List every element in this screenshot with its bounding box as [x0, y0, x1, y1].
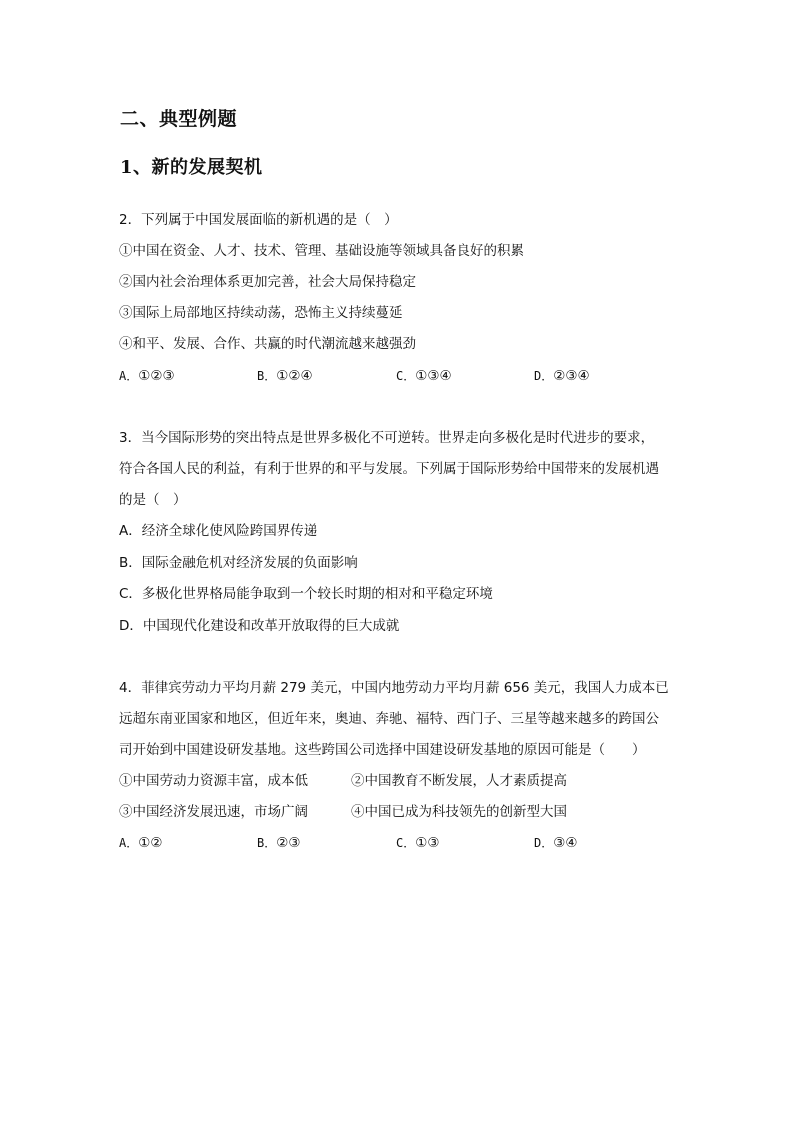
question-2-stem: 2．下列属于中国发展面临的新机遇的是（ ） [119, 212, 398, 228]
option-text: ①②④ [276, 368, 313, 384]
question-4-statement-row-2 [119, 802, 679, 823]
option-text: ①③④ [415, 368, 452, 384]
question-4-stem-line-1: 4．菲律宾劳动力平均月薪 279 美元，中国内地劳动力平均月薪 656 美元，我国人力成本已 [119, 680, 669, 696]
option-text: ③④ [553, 835, 578, 851]
question-4-statement-row-1 [119, 771, 679, 792]
question-2-statement-3: ③国际上局部地区持续动荡，恐怖主义持续蔓延 [119, 305, 403, 321]
question-4-statement-3: ③中国经济发展迅速，市场广阔 [119, 804, 308, 820]
question-4-option-b [257, 833, 300, 854]
option-letter: C． [396, 836, 416, 850]
section-title: 二、典型例题 [120, 108, 238, 130]
question-4-options [119, 833, 679, 854]
question-2-options [119, 366, 679, 387]
option-text: ①② [138, 835, 163, 851]
question-4-stem-line-3: 司开始到中国建设研发基地。这些跨国公司选择中国建设研发基地的原因可能是（ ） [119, 742, 646, 758]
question-4-statement-2: ②中国教育不断发展，人才素质提高 [351, 773, 567, 789]
option-letter: D． [534, 836, 554, 850]
question-3-stem-line-1: 3．当今国际形势的突出特点是世界多极化不可逆转。世界走向多极化是时代进步的要求， [119, 430, 655, 446]
option-letter: C． [396, 369, 416, 383]
question-4-option-d [534, 833, 577, 854]
option-letter: B． [257, 836, 277, 850]
question-2-option-a [119, 366, 175, 387]
question-2-option-c [396, 366, 452, 387]
question-3-option-d: D．中国现代化建设和改革开放取得的巨大成就 [119, 618, 400, 634]
option-text: ①③ [415, 835, 440, 851]
question-2-statement-2: ②国内社会治理体系更加完善，社会大局保持稳定 [119, 274, 416, 290]
question-4-statement-1: ①中国劳动力资源丰富，成本低 [119, 773, 308, 789]
option-text: ②③ [276, 835, 301, 851]
question-2-option-d [534, 366, 590, 387]
question-3-option-c: C．多极化世界格局能争取到一个较长时期的相对和平稳定环境 [119, 586, 493, 602]
option-letter: A． [119, 836, 139, 850]
question-3-stem-line-3: 的是（ ） [119, 492, 187, 508]
question-3-option-a: A．经济全球化使风险跨国界传递 [119, 523, 318, 539]
option-letter: A． [119, 369, 139, 383]
option-letter: B． [257, 369, 277, 383]
question-2-statement-4: ④和平、发展、合作、共赢的时代潮流越来越强劲 [119, 336, 416, 352]
option-letter: D． [534, 369, 554, 383]
option-text: ②③④ [553, 368, 590, 384]
question-4-option-c [396, 833, 439, 854]
question-4-statement-4: ④中国已成为科技领先的创新型大国 [351, 804, 567, 820]
question-2-statement-1: ①中国在资金、人才、技术、管理、基础设施等领域具备良好的积累 [119, 243, 524, 259]
question-3-option-b: B．国际金融危机对经济发展的负面影响 [119, 555, 358, 571]
question-4-stem-line-2: 远超东南亚国家和地区，但近年来，奥迪、奔驰、福特、西门子、三星等越来越多的跨国公 [119, 711, 659, 727]
question-4-option-a [119, 833, 162, 854]
question-3-stem-line-2: 符合各国人民的利益，有利于世界的和平与发展。下列属于国际形势给中国带来的发展机遇 [119, 461, 659, 477]
topic-title: 1、新的发展契机 [120, 157, 263, 178]
question-2-option-b [257, 366, 313, 387]
option-text: ①②③ [138, 368, 175, 384]
